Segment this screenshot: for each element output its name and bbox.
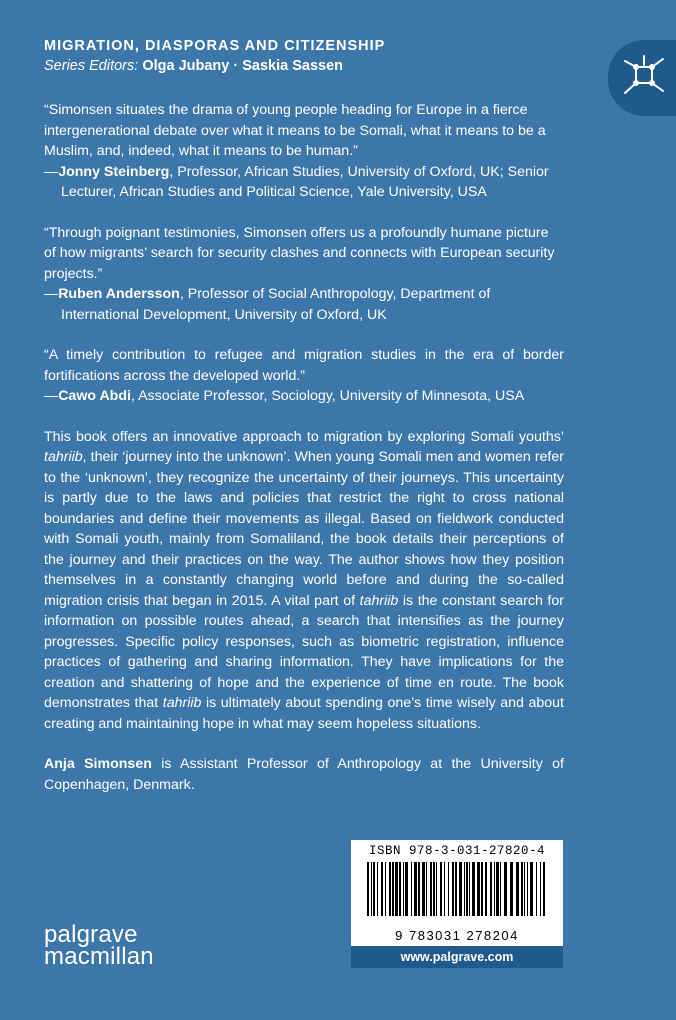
endorsement-attribution: —Jonny Steinberg, Professor, African Studies, University of Oxford, UK; Senior Lecturer, African Studies and Political Science, Yale University, USA: [44, 163, 549, 200]
endorsement-3: [44, 345, 564, 407]
term-tahriib: tahriib: [359, 592, 399, 609]
endorsement-text: “Simonsen situates the drama of young people heading for Europe in a fierce intergenerational debate over what it means to be Somali, what it means to be a Muslim, and, indeed, what it means to be human.”: [44, 102, 546, 159]
barcode-bars: [361, 862, 553, 932]
publisher-badge: [608, 40, 676, 116]
series-editors-label: Series Editors:: [44, 58, 139, 74]
endorser-affiliation: , Professor, African Studies, University of Oxford, UK; Senior Lecturer, African Studies and Political Science, Yale University, USA: [61, 163, 549, 200]
author-bio: Anja Simonsen is Assistant Professor of Anthropology at the University of Copenhagen, Denmark.: [44, 756, 564, 793]
palgrave-network-icon: [622, 53, 666, 97]
barcode-panel: [351, 840, 563, 946]
endorser-name: Cawo Abdi: [58, 388, 131, 404]
endorsement-2: [44, 223, 564, 326]
endorsement-text: “Through poignant testimonies, Simonsen offers us a profoundly humane picture of how migrants’ search for security clashes and connects with European security projects.”: [44, 224, 555, 282]
endorser-name: Ruben Andersson: [58, 286, 180, 302]
isbn-text: ISBN 978-3-031-27820-4: [368, 844, 546, 858]
endorser-name: Jonny Steinberg: [58, 163, 170, 180]
series-editors: [44, 56, 385, 76]
endorsement-attribution: —Cawo Abdi, Associate Professor, Sociology, University of Minnesota, USA: [44, 388, 525, 404]
endorsement-text: “A timely contribution to refugee and migration studies in the era of border fortifications across the developed world.”: [44, 347, 564, 384]
endorser-affiliation: , Professor of Social Anthropology, Department of International Development, University of Oxford, UK: [61, 286, 491, 323]
barcode-digits: 9 783031 278204: [395, 928, 519, 943]
publisher-logo: [44, 921, 154, 970]
term-tahriib: tahriib: [44, 449, 83, 465]
publisher-website[interactable]: www.palgrave.com: [351, 946, 563, 968]
author-name: Anja Simonsen: [44, 756, 152, 772]
endorsement-1: [44, 100, 564, 203]
back-cover-text: [44, 100, 564, 795]
publisher-logo-line1: palgrave: [44, 921, 138, 948]
book-description: This book offers an innovative approach to migration by exploring Somali youths’ tahriib, their ‘journey into the unknown’. When young Somali men and women refer to the ‘unknown’, they recognize the uncertainty of their journeys. This uncertainty is partly due to the laws and policies that restrict the right to cross national boundaries and define their movements as illegal. Based on fieldwork conducted with Somali youth, mainly from Somaliland, the book details their perceptions of the journey and their practices on the way. The author shows how they position themselves in a constantly changing world before and during the so-called migration crisis that began in 2015. A vital part of tahriib is the constant search for information on possible routes ahead, a search that intensifies as the journey progresses. Specific policy responses, such as biometric registration, influence practices of gathering and sharing information. They have implications for the creation and shattering of hope and the experience of time en route. The book demonstrates that tahriib is ultimately about spending one’s time wisely and about creating and maintaining hope in what may seem hopeless situations.: [44, 428, 564, 732]
series-title: MIGRATION, DIASPORAS AND CITIZENSHIP: [44, 38, 386, 54]
series-editors-names: Olga Jubany · Saskia Sassen: [142, 58, 344, 74]
term-tahriib: tahriib: [162, 695, 202, 711]
publisher-logo-line2: macmillan: [44, 943, 154, 970]
endorser-affiliation: , Associate Professor, Sociology, University of Minnesota, USA: [130, 388, 525, 404]
series-header: [44, 36, 385, 76]
endorsement-attribution: —Ruben Andersson, Professor of Social Anthropology, Department of International Development, University of Oxford, UK: [44, 286, 491, 323]
